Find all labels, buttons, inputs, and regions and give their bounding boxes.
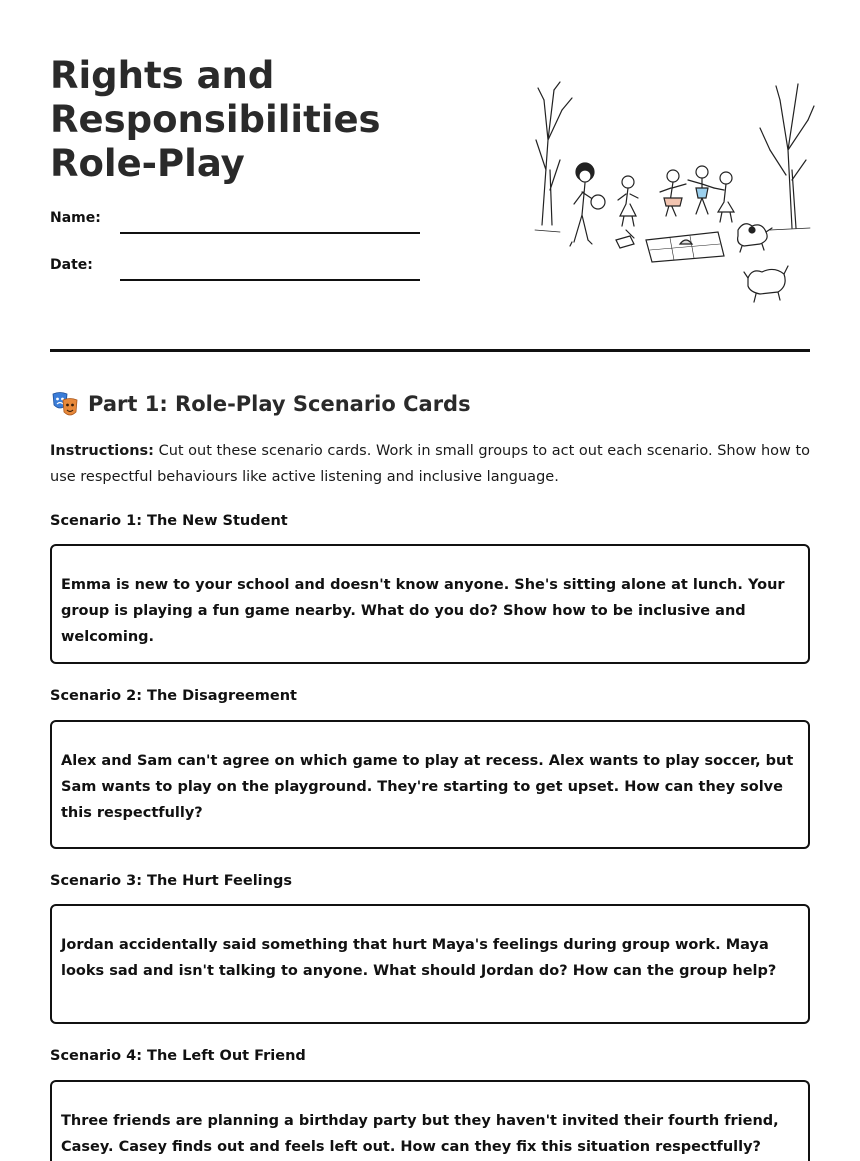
section-heading-part1 xyxy=(50,388,471,420)
scenario-text: Emma is new to your school and doesn't know anyone. She's sitting alone at lunch. Your group is playing a fun game nearby. What do you do? Show how to be inclusive and welcoming. xyxy=(61,577,785,645)
scenario-text: Jordan accidentally said something that hurt Maya's feelings during group work. Maya looks sad and isn't talking to anyone. What should Jordan do? How can the group help? xyxy=(61,937,777,979)
scenario-card xyxy=(50,720,810,849)
scenario-card xyxy=(50,904,810,1024)
scenario-card xyxy=(50,544,810,664)
name-label: Name: xyxy=(50,210,101,226)
scenario-text: Three friends are planning a birthday party but they haven't invited their fourth friend, Casey. Casey finds out and feels left out. How can they fix this situation respectfully? xyxy=(61,1113,779,1155)
theater-masks-icon xyxy=(50,389,80,419)
section-heading-text: Part 1: Role-Play Scenario Cards xyxy=(88,392,471,416)
header-divider xyxy=(50,349,810,352)
date-field[interactable] xyxy=(120,279,420,281)
name-field[interactable] xyxy=(120,232,420,234)
instructions-text: Cut out these scenario cards. Work in small groups to act out each scenario. Show how to use respectful behaviours like active listening and inclusive language. xyxy=(50,443,811,485)
scenario-card xyxy=(50,1080,810,1161)
worksheet-header xyxy=(50,0,810,353)
scenario-title: Scenario 3: The Hurt Feelings xyxy=(50,873,292,889)
instructions-label: Instructions: xyxy=(50,443,154,459)
date-label: Date: xyxy=(50,257,93,273)
scenario-text: Alex and Sam can't agree on which game to play at recess. Alex wants to play soccer, but Sam wants to play on the playground. They're starting to get upset. How can they solve this respectfully? xyxy=(61,753,794,821)
scenario-title: Scenario 2: The Disagreement xyxy=(50,688,297,704)
page-title: Rights and Responsibilities Role-Play xyxy=(50,54,381,185)
scenario-title: Scenario 4: The Left Out Friend xyxy=(50,1048,306,1064)
scenario-title: Scenario 1: The New Student xyxy=(50,513,288,529)
park-playground-illustration xyxy=(530,80,815,315)
instructions-paragraph xyxy=(50,438,820,490)
